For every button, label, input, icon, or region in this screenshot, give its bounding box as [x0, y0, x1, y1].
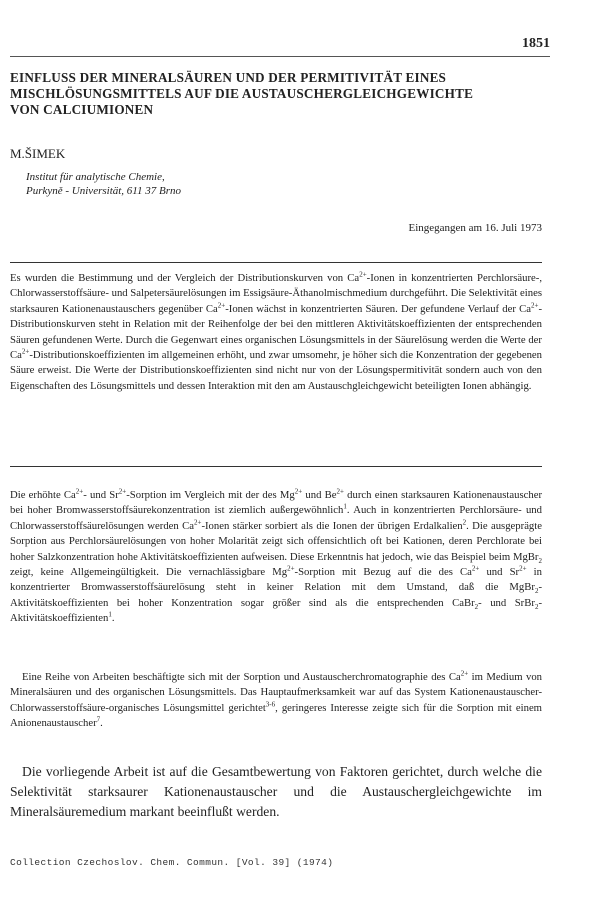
body-text: -Sorption im Vergleich mit der des Mg [126, 489, 295, 501]
superscript: 2+ [530, 301, 539, 310]
reference-mark: 3-6 [265, 700, 276, 709]
body-text: Die erhöhte Ca [10, 489, 76, 501]
body-text: . [111, 612, 115, 625]
superscript: 2+ [21, 347, 30, 356]
affiliation-line-2: Purkyně - Universität, 611 37 Brno [26, 185, 181, 197]
received-date: Eingegangen am 16. Juli 1973 [408, 222, 542, 234]
body-text: durch einen starksauren Kationenaustauscher bei hoher Bromwasserstoffsäurekonzentration ist ziemlich außergewöhnlich [10, 489, 542, 517]
title-line-1: EINFLUSS DER MINERALSÄUREN UND DER PERMITIVITÄT EINES [10, 70, 447, 85]
reference-mark: 1 [343, 502, 347, 511]
abstract-text: Es wurden die Bestimmung und der Vergleich der Distributionskurven von Ca [10, 272, 360, 284]
journal-footer: Collection Czechoslov. Chem. Commun. [Vol. 39] (1974) [10, 857, 334, 868]
affiliation [26, 170, 181, 198]
title-line-2: MISCHLÖSUNGSMITTELS AUF DIE AUSTAUSCHERGLEICHGEWICHTE [10, 86, 474, 101]
body-text: . [100, 717, 103, 730]
superscript: 2+ [217, 301, 226, 310]
subscript: 2 [538, 556, 542, 565]
abstract-text: -Distributionskurven steht in Relation mit der Reihenfolge der bei den mittleren Aktivitätskoeffizienten der entsprechenden Säuren gefundenen Werte. Durch die Gegenwart eines organischen Lösungsmittels in der Säurelösung werden die Werte der Ca [10, 302, 542, 362]
abstract-top-rule [10, 262, 542, 263]
body-text: Eine Reihe von Arbeiten beschäftigte sich mit der Sorption und Austauscherchromatographie des Ca [22, 671, 461, 683]
header-rule [10, 56, 550, 57]
affiliation-line-1: Institut für analytische Chemie, [26, 171, 165, 183]
paper-title [10, 70, 550, 118]
title-line-3: VON CALCIUMIONEN [10, 102, 154, 117]
body-text: und Be [302, 489, 337, 501]
body-text: -Aktivitätskoeffizienten [10, 596, 542, 625]
body-text: im Medium von Mineralsäuren und des organischen Lösungsmittels. Das Hauptaufmerksamkeit war auf das System Kationenaustauscher-Chlorwasserstoffsäure-organisches Lösungsmittel gerichtet [10, 671, 543, 714]
page-number: 1851 [522, 36, 550, 51]
body-text: -Aktivitätskoeffizienten bei hoher Konzentration sogar größer sind als die entsprechenden CaBr [10, 581, 542, 609]
body-text: , geringeres Interesse zeigte sich für die Sorption mit einem Anionenaustauscher [10, 701, 542, 730]
superscript: 2+ [336, 487, 344, 496]
subscript: 2 [474, 602, 479, 611]
body-text: . Die ausgeprägte Sorption aus Perchlorsäurelösungen von hoher Molarität zeigt sich offensichtlich oft bei Kationen, deren Perchlorate bei hoher Salzkonzentration hohe Aktivitätskoeffizienten aufweisen. Diese Erkenntnis hat jedoch, wie das Beispiel beim MgBr [10, 519, 542, 563]
body-text: und Sr [479, 566, 520, 579]
superscript: 2+ [294, 487, 303, 496]
aim-paragraph: Die vorliegende Arbeit ist auf die Gesamtbewertung von Faktoren gerichtet, durch welche die Selektivität starksaurer Kationenaustauscher und die Austauschergleichgewichte im Mineralsäuremedium markant beeinflußt werden. [10, 764, 542, 819]
abstract [10, 271, 542, 394]
abstract-text: -Ionen wächst in konzentrierten Säuren. Der gefundene Verlauf der Ca [225, 302, 531, 315]
reference-mark: 1 [108, 610, 112, 619]
author-name: M.ŠIMEK [10, 146, 66, 161]
superscript: 2+ [359, 270, 367, 279]
abstract-text: -Distributionskoeffizienten im allgemeinen erhöht, und zwar umsomehr, je höher sich die Konzentration der gegebenen Säure erweist. Die Werte der Distributionskoeffizienten sind nicht nur von der Lösungspermitivität sondern auch von den Eigenschaften des Lösungsmittels und dessen Interaktion mit den am Austauschgleichgewicht beteiligten Ionen abhängig. [10, 349, 542, 392]
body-text: - und Sr [83, 489, 119, 501]
subscript: 2 [534, 587, 539, 596]
subscript: 2 [534, 602, 539, 611]
reference-mark: 7 [96, 715, 101, 724]
superscript: 2+ [471, 564, 480, 573]
body-text: . Auch in konzentrierten Perchlorsäure- und Chlorwasserstoffsäurelösungen werden Ca [10, 504, 542, 532]
superscript: 2+ [75, 487, 84, 496]
superscript: 2+ [287, 564, 295, 573]
reference-mark: 2 [462, 518, 467, 527]
body-text: -Ionen stärker sorbiert als die Ionen der übrigen Erdalkalien [201, 519, 463, 532]
body-text: -Sorption mit Bezug auf die des Ca [294, 566, 472, 579]
abstract-text: -Ionen in konzentrierten Perchlorsäure-, Chlorwasserstoffsäure- und Salpetersäurelösungen im Essigsäure-Äthanolmischmedium durchgeführt. Die Selektivität eines starksauren Kationenaustauschers gegenüber Ca [10, 272, 542, 315]
body-paragraph-1 [10, 488, 542, 627]
superscript: 2+ [460, 669, 469, 678]
abstract-bottom-rule [10, 466, 542, 467]
body-text: - und SrBr [478, 596, 535, 609]
body-paragraph-2 [10, 670, 542, 732]
superscript: 2+ [519, 564, 527, 573]
superscript: 2+ [193, 518, 202, 527]
superscript: 2+ [118, 487, 127, 496]
body-text: zeigt, keine Allgemeingültigkeit. Die vernachlässigbare Mg [10, 566, 288, 579]
body-text: in konzentrierter Bromwasserstoffsäurelösung steht in keiner Relation mit dem Umstand, daß die MgBr [10, 566, 542, 594]
